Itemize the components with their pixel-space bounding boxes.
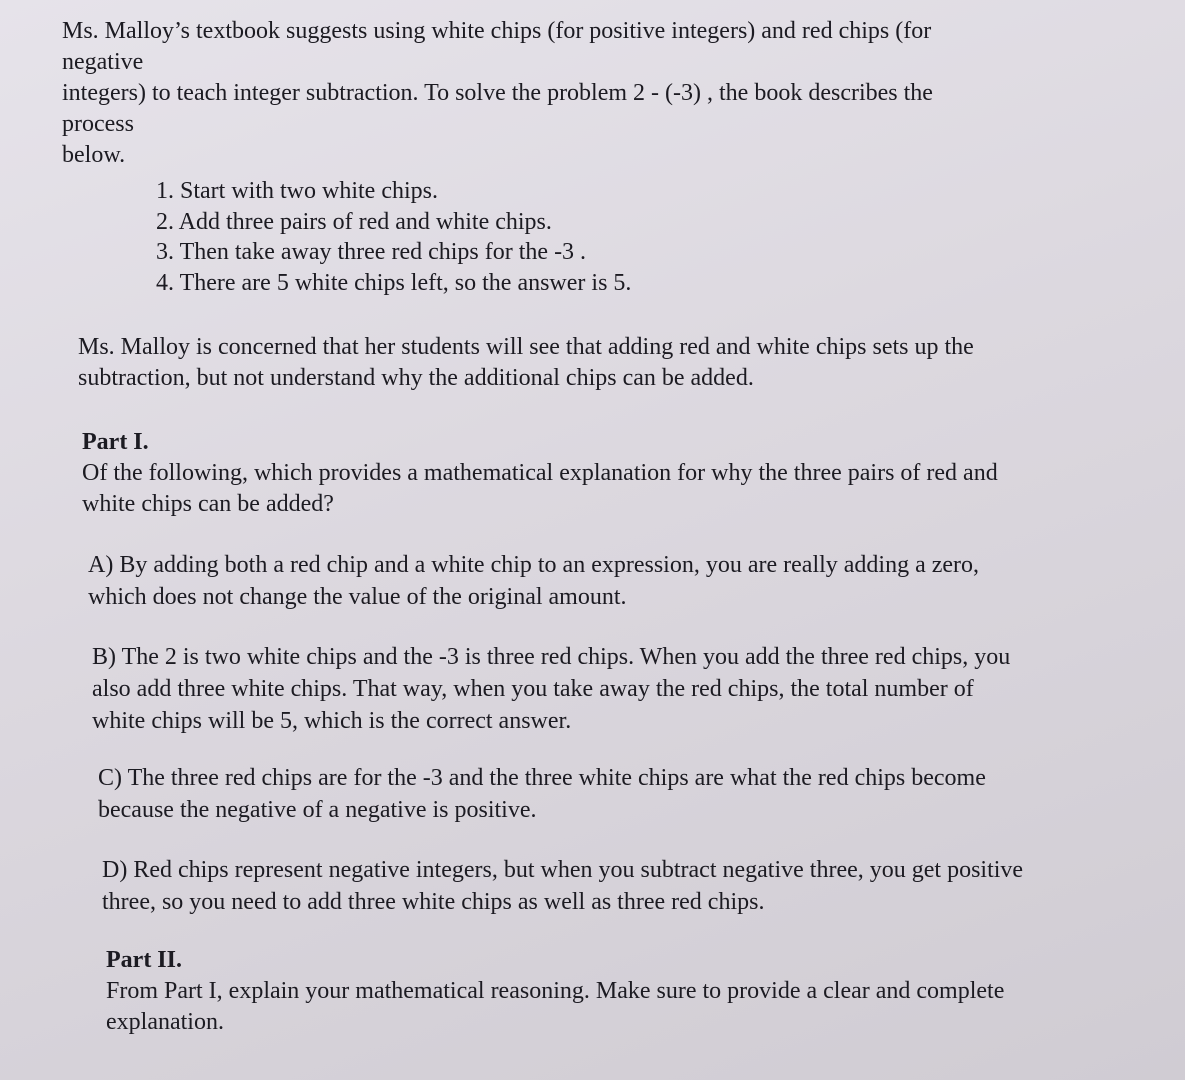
- intro-paragraph: [62, 16, 933, 171]
- process-step: 2. Add three pairs of red and white chips.: [156, 208, 552, 235]
- intro-line: integers) to teach integer subtraction. To solve the problem 2 - (-3) , the book describes the: [62, 80, 933, 106]
- option-a-line: A) By adding both a red chip and a white chip to an expression, you are really adding a zero,: [88, 552, 980, 578]
- answer-option-b: [92, 641, 1010, 737]
- option-c-line: C) The three red chips are for the -3 and the three white chips are what the red chips become: [98, 765, 986, 791]
- concern-line: Ms. Malloy is concerned that her students will see that adding red and white chips sets up the: [78, 334, 974, 360]
- part-two-section: [106, 945, 1004, 1038]
- intro-line: negative: [62, 49, 144, 75]
- option-d-line: D) Red chips represent negative integers, but when you subtract negative three, you get positive: [102, 857, 1024, 883]
- answer-option-a: [88, 549, 979, 613]
- part-two-prompt-line: From Part I, explain your mathematical reasoning. Make sure to provide a clear and complete: [106, 978, 1005, 1004]
- option-b-line: B) The 2 is two white chips and the -3 is three red chips. When you add the three red chips, you: [92, 644, 1011, 670]
- process-step: 4. There are 5 white chips left, so the answer is 5.: [156, 269, 632, 296]
- intro-line: Ms. Malloy’s textbook suggests using white chips (for positive integers) and red chips (for: [62, 18, 932, 44]
- concern-paragraph: [78, 332, 974, 394]
- answer-option-c: [98, 762, 986, 826]
- intro-line: process: [62, 111, 134, 137]
- option-d-line: three, so you need to add three white chips as well as three red chips.: [102, 889, 765, 915]
- part-two-prompt-line: explanation.: [106, 1009, 224, 1035]
- part-one-section: [82, 427, 998, 520]
- intro-line: below.: [62, 142, 126, 168]
- process-step: 1. Start with two white chips.: [156, 178, 438, 204]
- part-one-question-line: Of the following, which provides a mathematical explanation for why the three pairs of red and: [82, 460, 998, 486]
- part-one-heading: Part I.: [82, 429, 149, 455]
- option-b-line: white chips will be 5, which is the correct answer.: [92, 708, 572, 734]
- option-a-line: which does not change the value of the original amount.: [88, 584, 627, 610]
- concern-line: subtraction, but not understand why the additional chips can be added.: [78, 365, 754, 391]
- part-one-question-line: white chips can be added?: [82, 491, 334, 517]
- part-two-heading: Part II.: [106, 947, 182, 973]
- process-step: 3. Then take away three red chips for the -3 .: [156, 239, 587, 265]
- answer-option-d: [102, 854, 1023, 918]
- process-steps-list: [156, 176, 631, 298]
- option-b-line: also add three white chips. That way, when you take away the red chips, the total number of: [92, 676, 974, 702]
- option-c-line: because the negative of a negative is positive.: [98, 797, 537, 823]
